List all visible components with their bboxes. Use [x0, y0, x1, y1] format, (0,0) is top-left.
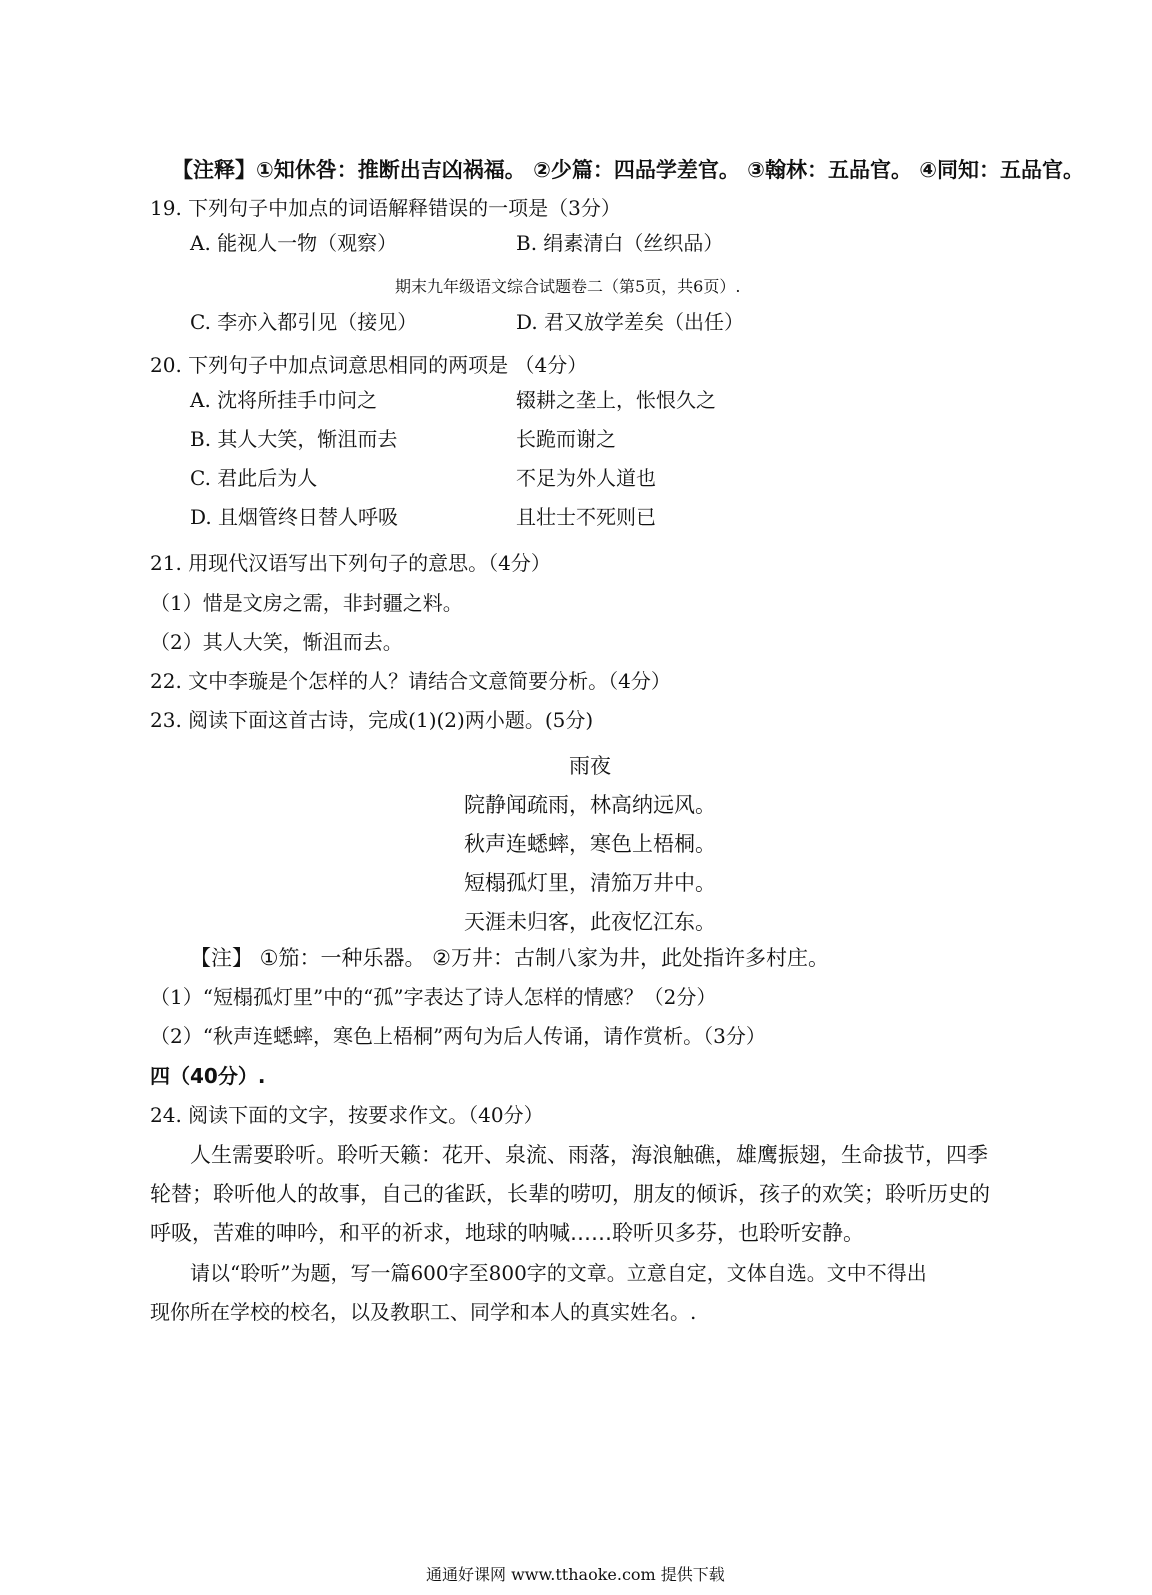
question-19-stem: 19. 下列句子中加点的词语解释错误的一项是（3分） — [150, 196, 621, 220]
essay-requirement-line-2: 现你所在学校的校名，以及教职工、同学和本人的真实姓名。. — [150, 1300, 697, 1324]
poem-line-4: 天涯未归客，此夜忆江东。 — [464, 910, 716, 934]
q20-row-b-left: B. 其人大笑，惭沮而去 — [190, 427, 398, 451]
q21-sentence-1: （1）惜是文房之需，非封疆之料。 — [150, 591, 463, 615]
poem-title: 雨夜 — [569, 754, 611, 778]
essay-requirement-line-1: 请以“聆听”为题，写一篇600字至800字的文章。立意自定，文体自选。文中不得出 — [190, 1261, 927, 1285]
q19-option-d: D. 君又放学差矣（出任） — [516, 310, 745, 334]
question-22: 22. 文中李璇是个怎样的人？请结合文意简要分析。（4分） — [150, 669, 671, 693]
essay-prompt-line-3: 呼吸，苦难的呻吟，和平的祈求，地球的呐喊……聆听贝多芬，也聆听安静。 — [150, 1221, 864, 1245]
essay-prompt-line-2: 轮替；聆听他人的故事，自己的雀跃，长辈的唠叨，朋友的倾诉，孩子的欢笑；聆听历史的 — [150, 1182, 990, 1206]
poem-line-1: 院静闻疏雨，林高纳远风。 — [464, 793, 716, 817]
question-23-stem: 23. 阅读下面这首古诗，完成(1)(2)两小题。(5分) — [150, 708, 594, 732]
q19-option-b: B. 绢素清白（丝织品） — [516, 231, 724, 255]
q19-option-c: C. 李亦入都引见（接见） — [190, 310, 418, 334]
annotation-note: 【注释】①知休咎：推断出吉凶祸福。 ②少篇：四品学差官。 ③翰林：五品官。 ④同知：五品官。 — [172, 158, 1085, 182]
question-20-stem: 20. 下列句子中加点词意思相同的两项是 （4分） — [150, 353, 588, 377]
poem-note: 【注】 ①笳：一种乐器。 ②万井：古制八家为井，此处指许多村庄。 — [190, 946, 830, 970]
q19-option-a: A. 能视人一物（观察） — [190, 231, 398, 255]
question-21-stem: 21. 用现代汉语写出下列句子的意思。（4分） — [150, 551, 551, 575]
q20-row-c-left: C. 君此后为人 — [190, 466, 318, 490]
q20-row-d-left: D. 且烟管终日替人呼吸 — [190, 505, 399, 529]
question-24-stem: 24. 阅读下面的文字，按要求作文。（40分） — [150, 1103, 544, 1127]
q20-row-b-right: 长跪而谢之 — [516, 427, 616, 451]
q20-row-a-left: A. 沈将所挂手巾问之 — [190, 388, 378, 412]
q20-row-c-right: 不足为外人道也 — [516, 466, 656, 490]
poem-line-2: 秋声连蟋蟀，寒色上梧桐。 — [464, 832, 716, 856]
footer-source: 通通好课网 www.tthaoke.com 提供下载 — [426, 1565, 725, 1584]
page-number-note: 期末九年级语文综合试题卷二（第5页，共6页）. — [395, 277, 741, 296]
poem-line-3: 短榻孤灯里，清笳万井中。 — [464, 871, 716, 895]
section-4-heading: 四（40分）. — [150, 1064, 266, 1088]
q20-row-d-right: 且壮士不死则已 — [516, 505, 656, 529]
q21-sentence-2: （2）其人大笑，惭沮而去。 — [150, 630, 403, 654]
q23-sub-question-1: （1）“短榻孤灯里”中的“孤”字表达了诗人怎样的情感？（2分） — [150, 985, 717, 1009]
q23-sub-question-2: （2）“秋声连蟋蟀，寒色上梧桐”两句为后人传诵，请作赏析。（3分） — [150, 1024, 766, 1048]
q20-row-a-right: 辍耕之垄上，怅恨久之 — [516, 388, 716, 412]
essay-prompt-line-1: 人生需要聆听。聆听天籁：花开、泉流、雨落，海浪触礁，雄鹰振翅，生命拔节，四季 — [190, 1143, 988, 1167]
